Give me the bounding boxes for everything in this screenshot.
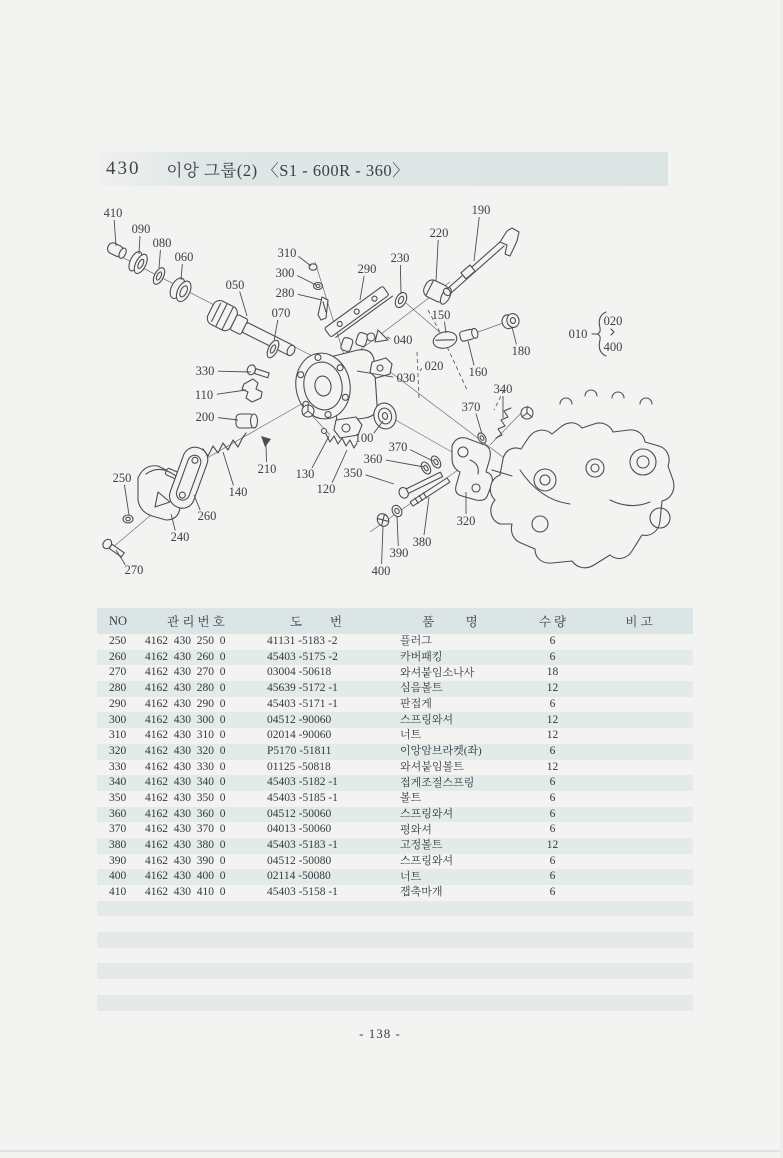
page-number: - 138 - (359, 1026, 401, 1041)
page-title: 이앙 그룹(2) 〈S1 - 600R - 360〉 (166, 161, 410, 180)
part-washer-040 (367, 330, 388, 342)
cell-name: 평와셔 (400, 823, 432, 836)
leader-line-110 (217, 390, 246, 394)
cell-dwg: 04512 -50080 (267, 854, 332, 867)
part-callout-240: 240 (170, 530, 190, 544)
cell-mgmt: 4162 430 400 0 (145, 870, 226, 883)
empty-row (97, 901, 693, 917)
cell-dwg: 01125 -50818 (267, 760, 331, 773)
cell-dwg: 02114 -50080 (267, 870, 331, 883)
table-row (97, 775, 693, 791)
scan-edge-artifact (0, 1150, 783, 1152)
cell-name: 고정볼트 (400, 839, 443, 852)
cell-qty: 18 (546, 666, 559, 679)
cell-name: 판접게 (400, 698, 432, 711)
part-callout-140: 140 (228, 485, 248, 499)
cell-dwg: 45403 -5183 -1 (267, 839, 338, 852)
part-washer-090 (126, 250, 150, 276)
cell-qty: 6 (549, 791, 556, 804)
table-row (97, 791, 693, 807)
cell-qty: 12 (546, 682, 559, 695)
part-callout-360: 360 (363, 452, 383, 466)
table-row (97, 822, 693, 838)
table-row (97, 760, 693, 776)
part-callout-270: 270 (124, 563, 144, 577)
column-header: 관 리 번 호 (167, 615, 225, 629)
cell-qty: 6 (549, 870, 556, 883)
part-callout-090: 090 (131, 222, 151, 236)
leader-line-380 (424, 497, 429, 535)
cell-no: 410 (109, 886, 127, 899)
table-row (97, 838, 693, 854)
part-callout-400: 400 (603, 340, 623, 354)
leader-line-220 (436, 240, 438, 281)
cell-no: 330 (109, 760, 127, 773)
part-plate-290 (324, 285, 392, 340)
column-header: NO (109, 613, 128, 628)
part-callout-410: 410 (103, 206, 123, 220)
cell-dwg: 04512 -90060 (267, 713, 332, 726)
cell-dwg: 04512 -50060 (267, 807, 332, 820)
part-washer-360 (419, 460, 432, 475)
leader-line-200 (218, 418, 238, 420)
cell-no: 280 (109, 682, 127, 695)
cell-name: 스프링와셔 (400, 807, 454, 820)
part-ring-080 (151, 266, 167, 286)
cell-name: 플러그 (400, 635, 432, 648)
part-callout-380: 380 (412, 535, 432, 549)
cell-qty: 6 (549, 886, 556, 899)
part-callout-130: 130 (295, 467, 315, 481)
cell-qty: 12 (546, 729, 559, 742)
part-bolt-270 (101, 538, 126, 559)
cell-mgmt: 4162 430 330 0 (145, 760, 226, 773)
empty-row (97, 932, 693, 948)
cell-name: 카버패킹 (400, 651, 443, 664)
leader-line-350 (366, 475, 394, 484)
part-nut-180 (501, 312, 521, 330)
part-callout-050: 050 (225, 278, 245, 292)
leader-line-180 (512, 327, 516, 344)
part-callout-150: 150 (431, 308, 451, 322)
leader-line-050 (240, 292, 247, 316)
leader-line-300 (297, 276, 316, 285)
leader-line-370 (410, 450, 433, 461)
cell-name: 잽축마개 (400, 886, 443, 899)
parts-table (97, 608, 693, 1026)
empty-row (97, 995, 693, 1011)
part-callout-310: 310 (277, 246, 297, 260)
cell-qty: 12 (546, 760, 559, 773)
part-callout-160: 160 (468, 365, 488, 379)
empty-row (97, 979, 693, 995)
table-row (97, 681, 693, 697)
cell-no: 370 (109, 823, 127, 836)
exploded-diagram (90, 195, 700, 600)
cell-dwg: 45403 -5182 -1 (267, 776, 338, 789)
part-bracket-320 (452, 438, 492, 501)
cell-dwg: 45403 -5158 -1 (267, 886, 338, 899)
parts-table-body (97, 634, 693, 1026)
part-callout-020: 020 (603, 314, 623, 328)
part-callout-370: 370 (388, 440, 408, 454)
part-plug-410 (106, 241, 128, 259)
cell-mgmt: 4162 430 370 0 (145, 823, 226, 836)
part-callout-110: 110 (194, 388, 214, 402)
part-callout-370: 370 (461, 400, 481, 414)
cell-qty: 6 (549, 744, 556, 757)
part-callout-060: 060 (174, 250, 194, 264)
cell-dwg: 45403 -5185 -1 (267, 791, 338, 804)
cell-name: 접게조절스프링 (400, 776, 475, 789)
cell-no: 340 (109, 776, 127, 789)
cell-mgmt: 4162 430 250 0 (145, 635, 226, 648)
cell-name: 심음볼트 (400, 682, 443, 695)
cell-no: 300 (109, 713, 127, 726)
table-row (97, 869, 693, 885)
part-cylinder-200 (236, 414, 258, 428)
leader-line-020 (420, 368, 422, 371)
cell-mgmt: 4162 430 270 0 (145, 666, 226, 679)
cell-name: 너트 (400, 729, 422, 742)
cell-qty: 6 (549, 635, 556, 648)
cell-dwg: 45403 -5175 -2 (267, 650, 338, 663)
cell-dwg: 41131 -5183 -2 (267, 635, 338, 648)
column-header: 비 고 (625, 615, 653, 629)
cell-dwg: 04013 -50060 (267, 823, 332, 836)
part-callout-400: 400 (371, 564, 391, 578)
leader-line-040 (387, 337, 390, 339)
cell-mgmt: 4162 430 410 0 (145, 886, 226, 899)
table-row (97, 712, 693, 728)
part-callout-260: 260 (197, 509, 217, 523)
cell-no: 290 (109, 697, 127, 710)
cell-name: 와셔붙임볼트 (400, 760, 464, 773)
part-callout-220: 220 (429, 226, 449, 240)
part-callout-020: 020 (424, 359, 444, 373)
cell-no: 350 (109, 791, 127, 804)
column-header: 도 번 (289, 615, 343, 629)
section-number: 430 (106, 158, 141, 179)
column-header: 수 량 (538, 615, 567, 629)
cell-qty: 12 (546, 713, 559, 726)
part-callout-180: 180 (511, 344, 531, 358)
leader-line-400 (382, 526, 383, 564)
table-row (97, 885, 693, 901)
empty-row (97, 963, 693, 979)
cell-name: 스프링와셔 (400, 713, 454, 726)
cell-qty: 6 (549, 776, 556, 789)
cell-name: 너트 (400, 870, 422, 883)
table-row (97, 665, 693, 681)
leader-line-280 (298, 294, 322, 300)
cell-dwg: 03004 -50618 (267, 666, 332, 679)
cell-name: 와셔붙임소나사 (400, 666, 475, 679)
leader-line-160 (468, 341, 474, 365)
table-row (97, 650, 693, 666)
leader-line-260 (194, 495, 200, 510)
cell-qty: 6 (549, 650, 556, 663)
leader-line-330 (218, 371, 251, 372)
table-header-row (97, 608, 693, 634)
cell-qty: 6 (549, 697, 556, 710)
part-callout-120: 120 (316, 482, 336, 496)
leader-line-290 (360, 276, 364, 300)
empty-row (97, 916, 693, 932)
cell-qty: 6 (549, 854, 556, 867)
part-callout-070: 070 (271, 306, 291, 320)
cell-dwg: P5170 -51811 (267, 744, 332, 757)
part-callout-100: 100 (354, 431, 374, 445)
cell-mgmt: 4162 430 320 0 (145, 744, 226, 757)
cell-no: 270 (109, 666, 127, 679)
cell-mgmt: 4162 430 390 0 (145, 854, 226, 867)
cell-no: 400 (109, 870, 127, 883)
cell-dwg: 45639 -5172 -1 (267, 682, 338, 695)
table-row (97, 854, 693, 870)
part-callout-030: 030 (396, 371, 416, 385)
part-callout-210: 210 (257, 462, 277, 476)
part-nut-250 (123, 515, 133, 523)
cell-mgmt: 4162 430 360 0 (145, 807, 226, 820)
part-callout-190: 190 (471, 203, 491, 217)
part-joint-150 (431, 329, 458, 350)
cell-name: 볼트 (400, 792, 422, 805)
leader-line-140 (223, 452, 233, 485)
cell-dwg: 45403 -5171 -1 (267, 697, 338, 710)
leader-line-310 (298, 256, 311, 266)
cell-mgmt: 4162 430 260 0 (145, 650, 226, 663)
cell-mgmt: 4162 430 280 0 (145, 682, 226, 695)
cell-no: 390 (109, 854, 127, 867)
part-callout-200: 200 (195, 410, 215, 424)
cell-mgmt: 4162 430 350 0 (145, 791, 226, 804)
cell-no: 360 (109, 807, 127, 820)
table-row (97, 697, 693, 713)
part-callout-340: 340 (493, 382, 513, 396)
table-row (97, 744, 693, 760)
leader-line-190 (474, 217, 479, 261)
cell-mgmt: 4162 430 340 0 (145, 776, 226, 789)
cell-mgmt: 4162 430 310 0 (145, 729, 226, 742)
leader-line-360 (386, 460, 424, 467)
part-washer-370m (429, 454, 442, 469)
leader-line-370 (476, 413, 482, 434)
part-callout-250: 250 (112, 471, 132, 485)
part-rod-190 (442, 228, 519, 297)
part-callout-350: 350 (343, 466, 363, 480)
leader-line-250 (124, 485, 129, 515)
part-bearing-060 (167, 276, 194, 304)
cell-name: 스프링와셔 (400, 854, 454, 867)
cell-no: 380 (109, 839, 127, 852)
cell-qty: 6 (549, 807, 556, 820)
part-callout-330: 330 (195, 364, 215, 378)
leader-line-410 (114, 220, 116, 246)
cell-dwg: 02014 -90060 (267, 729, 332, 742)
part-callout-010: 010 (568, 327, 588, 341)
cell-mgmt: 4162 430 380 0 (145, 839, 226, 852)
part-pin-130 (322, 429, 327, 434)
part-callout-040: 040 (393, 333, 413, 347)
column-header: 품 명 (422, 615, 478, 629)
cell-no: 250 (109, 635, 127, 648)
cell-no: 260 (109, 650, 127, 663)
cell-mgmt: 4162 430 290 0 (145, 697, 226, 710)
part-callout-290: 290 (357, 262, 377, 276)
part-callout-320: 320 (456, 514, 476, 528)
table-row (97, 807, 693, 823)
cell-name: 이앙암브라켓(좌) (400, 745, 482, 758)
cell-no: 310 (109, 729, 127, 742)
cell-mgmt: 4162 430 300 0 (145, 713, 226, 726)
cell-no: 320 (109, 744, 127, 757)
part-callout-230: 230 (390, 251, 410, 265)
leader-line-390 (397, 516, 398, 546)
part-fitting-160 (459, 328, 479, 342)
leader-line-230 (400, 265, 401, 294)
part-callout-280: 280 (275, 286, 295, 300)
part-spring-340 (496, 408, 511, 438)
part-callout-080: 080 (152, 236, 172, 250)
leader-line-080 (159, 250, 160, 268)
table-row (97, 728, 693, 744)
part-callout-300: 300 (275, 266, 295, 280)
table-row (97, 634, 693, 650)
empty-row (97, 1011, 693, 1027)
leader-line-130 (312, 436, 329, 468)
part-nut-400 (375, 512, 391, 529)
title-band (100, 152, 668, 186)
cell-qty: 6 (549, 823, 556, 836)
cell-qty: 12 (546, 839, 559, 852)
empty-row (97, 948, 693, 964)
part-callout-390: 390 (389, 546, 409, 560)
